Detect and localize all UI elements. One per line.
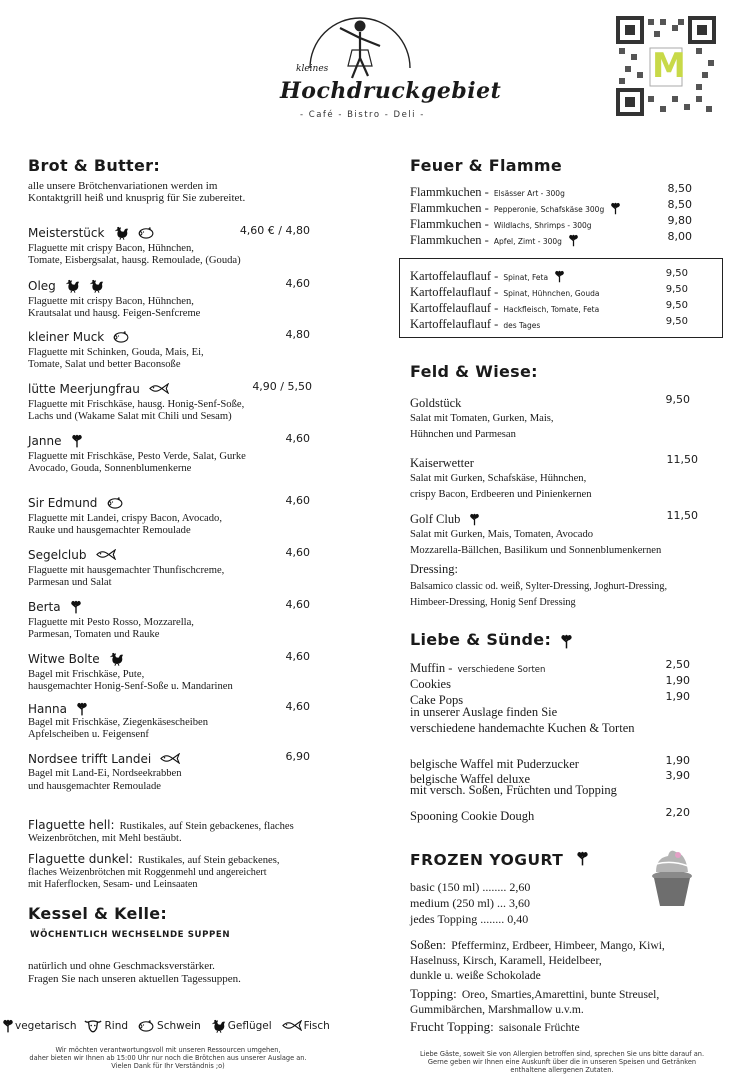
item-price: 9,50 <box>665 393 690 406</box>
item-price: 11,50 <box>666 509 698 522</box>
qr-code[interactable] <box>616 16 716 116</box>
legend-rind: Rind <box>104 1019 129 1032</box>
item-desc: Avocado, Gouda, Sonnenblumenkerne <box>28 463 192 474</box>
item-price: 6,90 <box>285 750 310 763</box>
flaguette-hell <box>28 814 328 845</box>
item-desc: Salat mit Tomaten, Gurken, Mais, <box>410 413 554 424</box>
item-name: Muffin - <box>410 661 453 675</box>
vegetarisch-icon <box>2 1018 14 1033</box>
flaguette-hell-desc: Rustikales, auf Stein gebackenes, flaches <box>119 821 294 832</box>
sossen-text: Haselnuss, Kirsch, Karamell, Heidelbeer, <box>410 954 602 967</box>
flaguette-dunkel-label: Flaguette dunkel: <box>28 852 133 866</box>
sossen-text: Pfefferminz, Erdbeer, Himbeer, Mango, Kiwi, <box>451 939 665 952</box>
item-name: Goldstück <box>410 396 462 410</box>
item-price: 4,60 <box>285 546 310 559</box>
item-desc: Flaguette mit Pesto Rosso, Mozzarella, <box>28 617 194 628</box>
menu-item <box>28 430 310 475</box>
frucht-label: Frucht Topping: <box>410 1019 494 1034</box>
item-desc: Mozzarella-Bällchen, Basilikum und Sonnenblumenkernen <box>410 545 662 556</box>
item-desc: Flaguette mit crispy Bacon, Hühnchen, <box>28 296 194 307</box>
menu-item <box>410 508 698 559</box>
item-desc: Flaguette mit crispy Bacon, Hühnchen, <box>28 243 194 254</box>
item-price: 4,60 <box>285 700 310 713</box>
brot-intro-1: alle unsere Brötchenvariationen werden im <box>28 180 218 192</box>
schwein-icon <box>113 331 130 343</box>
item-desc: Apfelscheiben u. Feigensenf <box>28 729 149 740</box>
item-desc: Tomate, Salat und better Baconsoße <box>28 359 181 370</box>
section-title-feld: Feld & Wiese: <box>410 362 538 381</box>
item-variant: Apfel, Zimt - 300g <box>493 237 562 246</box>
item-name: Flammkuchen - <box>410 201 489 215</box>
item-name: Cake Pops <box>410 693 464 707</box>
item-name: Berta <box>28 600 61 614</box>
item-desc: crispy Bacon, Erdbeeren und Pinienkernen <box>410 489 592 500</box>
item-name: Oleg <box>28 279 56 293</box>
item-desc: Parmesan, Tomaten und Rauke <box>28 629 160 640</box>
item-price: 4,60 <box>285 598 310 611</box>
item-desc: Flaguette mit Landei, crispy Bacon, Avocado, <box>28 513 222 524</box>
dressing-text: Balsamico classic od. weiß, Sylter-Dressing, Joghurt-Dressing, <box>410 581 667 592</box>
item-desc: Flaguette mit hausgemachter Thunfischcreme, <box>28 565 225 576</box>
menu-item <box>28 326 310 371</box>
item-desc: Salat mit Gurken, Schafskäse, Hühnchen, <box>410 473 587 484</box>
footer-left-line: Wir möchten verantwortungsvoll mit unseren Ressourcen umgehen, <box>55 1046 281 1054</box>
frozen-medium: medium (250 ml) ... 3,60 <box>410 896 530 910</box>
item-desc: Bagel mit Land-Ei, Nordseekrabben <box>28 768 182 779</box>
menu-item <box>28 275 310 320</box>
item-name: kleiner Muck <box>28 330 105 344</box>
menu-item <box>410 452 698 503</box>
gefluegel-icon <box>89 279 104 293</box>
vegetarisch-icon <box>576 850 589 866</box>
flaguette-dunkel-desc: Rustikales, auf Stein gebackenes, <box>138 855 280 866</box>
flaguette-hell-label: Flaguette hell: <box>28 818 115 832</box>
item-price: 4,60 <box>285 650 310 663</box>
footer-right <box>372 1050 752 1074</box>
schwein-icon <box>138 227 155 239</box>
rind-icon <box>84 1018 102 1033</box>
gefluegel-icon <box>211 1019 226 1033</box>
dressing-label: Dressing: <box>410 562 458 576</box>
item-price: 8,50 <box>667 198 692 211</box>
item-price: 9,80 <box>667 214 692 227</box>
logo <box>270 6 502 124</box>
item-name: Kartoffelauflauf - <box>410 285 499 299</box>
legend <box>2 1018 362 1033</box>
item-desc: Bagel mit Frischkäse, Ziegenkäsescheiben <box>28 717 209 728</box>
item-variant: Pepperonie, Schafskäse 300g <box>493 205 605 214</box>
sossen-text: dunkle u. weiße Schokolade <box>410 969 541 982</box>
kessel-text-2: Fragen Sie nach unseren aktuellen Tagessuppen. <box>28 973 241 985</box>
item-desc: Lachs und (Wakame Salat mit Chili und Sesam) <box>28 411 232 422</box>
item-desc: Flaguette mit Frischkäse, Pesto Verde, Salat, Gurke <box>28 451 246 462</box>
footer-right-line: enthaltene allergenen Zutaten. <box>510 1066 614 1074</box>
section-title-liebe: Liebe & Sünde: <box>410 630 552 649</box>
item-price: 9,50 <box>665 300 688 311</box>
item-price: 4,60 <box>285 494 310 507</box>
item-price: 1,90 <box>665 690 690 703</box>
frozen-frucht <box>410 1016 750 1035</box>
menu-item <box>28 222 310 267</box>
item-name: Spooning Cookie Dough <box>410 809 535 823</box>
qr-letter: M <box>652 46 686 86</box>
legend-fisch: Fisch <box>303 1019 330 1032</box>
menu-item <box>28 544 310 589</box>
menu-item <box>410 229 692 248</box>
footer-left <box>0 1046 336 1070</box>
item-desc: und hausgemachter Remoulade <box>28 781 161 792</box>
item-price: 2,50 <box>665 658 690 671</box>
item-name: Flammkuchen - <box>410 233 489 247</box>
vegetarisch-icon <box>568 233 579 247</box>
topping-text: Oreo, Smarties,Amarettini, bunte Streusel, <box>461 988 660 1001</box>
vegetarisch-icon <box>70 599 82 614</box>
item-name: Janne <box>28 434 62 448</box>
section-title-frozen: FROZEN YOGURT <box>410 851 564 869</box>
logo-subtitle: - Café - Bistro - Deli - <box>300 110 425 120</box>
vegetarisch-icon <box>76 701 88 716</box>
legend-schwein: Schwein <box>157 1019 201 1032</box>
frozen-yogurt-icon <box>646 844 698 908</box>
menu-item <box>28 596 310 641</box>
fisch-icon <box>96 549 116 560</box>
fisch-icon <box>160 753 180 764</box>
auslage-text: verschiedene handemachte Kuchen & Torten <box>410 721 635 735</box>
item-name: Hanna <box>28 702 67 716</box>
item-name: Witwe Bolte <box>28 652 100 666</box>
kessel-subtitle: WÖCHENTLICH WECHSELNDE SUPPEN <box>30 930 231 940</box>
menu-item <box>28 378 312 423</box>
item-variant: Hackfleisch, Tomate, Feta <box>503 305 600 314</box>
item-name: lütte Meerjungfrau <box>28 382 140 396</box>
section-title-frozen-wrap <box>410 850 589 869</box>
item-price: 11,50 <box>666 453 698 466</box>
item-name: Sir Edmund <box>28 496 98 510</box>
menu-item <box>28 648 310 693</box>
item-name: Nordsee trifft Landei <box>28 752 152 766</box>
footer-right-line: Liebe Gäste, soweit Sie von Allergien betroffen sind, sprechen Sie uns bitte darauf an. <box>419 1050 705 1058</box>
item-name: Cookies <box>410 677 451 691</box>
item-name: Kartoffelauflauf - <box>410 269 499 283</box>
logo-small-text: kleines <box>296 64 329 74</box>
gefluegel-icon <box>114 226 129 240</box>
sossen-label: Soßen: <box>410 937 447 952</box>
frucht-text: saisonale Früchte <box>498 1021 580 1034</box>
schwein-icon <box>107 497 124 509</box>
item-desc: Rauke und hausgemachter Remoulade <box>28 525 191 536</box>
logo-emblem-icon <box>270 6 450 86</box>
frozen-sossen <box>410 934 750 983</box>
item-name: Golf Club <box>410 512 461 526</box>
flaguette-dunkel-desc: flaches Weizenbrötchen mit Roggenmehl und angereichert <box>28 867 267 878</box>
item-desc: Salat mit Gurken, Mais, Tomaten, Avocado <box>410 529 594 540</box>
item-price: 3,90 <box>665 769 690 782</box>
brot-intro-2: Kontaktgrill heiß und knusprig für Sie zubereitet. <box>28 192 246 204</box>
logo-title: Hochdruckgebiet <box>280 78 502 104</box>
schwein-icon <box>138 1020 155 1032</box>
dressing-text: Himbeer-Dressing, Honig Senf Dressing <box>410 597 576 608</box>
menu-item <box>410 392 690 443</box>
gefluegel-icon <box>65 279 80 293</box>
item-price: 4,90 / 5,50 <box>252 380 312 393</box>
item-name: Kartoffelauflauf - <box>410 301 499 315</box>
item-desc: Bagel mit Frischkäse, Pute, <box>28 669 145 680</box>
item-price: 4,80 <box>285 328 310 341</box>
item-name: Kartoffelauflauf - <box>410 317 499 331</box>
item-name: belgische Waffel deluxe <box>410 772 531 786</box>
legend-veg: vegetarisch <box>15 1019 77 1032</box>
flaguette-dunkel-desc: mit Haferflocken, Sesam- und Leinsaaten <box>28 879 198 890</box>
item-variant: Elsässer Art - 300g <box>493 189 565 198</box>
item-name: Meisterstück <box>28 226 105 240</box>
item-desc: hausgemachter Honig-Senf-Soße u. Mandarinen <box>28 681 233 692</box>
item-variant: des Tages <box>503 321 541 330</box>
item-desc: Flaguette mit Frischkäse, hausg. Honig-Senf-Soße, <box>28 399 245 410</box>
item-name: belgische Waffel mit Puderzucker <box>410 757 579 771</box>
menu-item <box>28 748 310 793</box>
item-desc: Tomate, Eisbergsalat, hausg. Remoulade, (Gouda) <box>28 255 241 266</box>
topping-text: Gummibärchen, Marshmallow u.v.m. <box>410 1003 584 1016</box>
item-price: 2,20 <box>665 806 690 819</box>
item-price: 9,50 <box>665 268 688 279</box>
fisch-icon <box>149 383 169 394</box>
vegetarisch-icon <box>560 633 573 649</box>
item-price: 4,60 € / 4,80 <box>239 224 310 237</box>
item-price: 4,60 <box>285 432 310 445</box>
menu-item <box>28 492 310 537</box>
kessel-text-1: natürlich und ohne Geschmacksverstärker. <box>28 960 215 972</box>
footer-right-line: Gerne geben wir Ihnen eine Auskunft über die in unseren Speisen und Getränken <box>427 1058 697 1066</box>
menu-item <box>410 805 690 824</box>
item-name: Flammkuchen - <box>410 185 489 199</box>
menu-item <box>410 313 688 332</box>
item-name: Flammkuchen - <box>410 217 489 231</box>
item-name: Kaiserwetter <box>410 456 474 470</box>
item-price: 1,90 <box>665 754 690 767</box>
footer-left-line: daher bieten wir Ihnen ab 15:00 Uhr nur noch die Brötchen aus unserer Auslage an. <box>29 1054 307 1062</box>
waffel-desc: mit versch. Soßen, Früchten und Topping <box>410 783 617 797</box>
section-title-brot: Brot & Butter: <box>28 156 161 175</box>
flaguette-dunkel <box>28 848 328 891</box>
flaguette-hell-desc: Weizenbrötchen, mit Mehl bestäubt. <box>28 833 182 844</box>
item-variant: Spinat, Hühnchen, Gouda <box>503 289 600 298</box>
item-price: 8,50 <box>667 182 692 195</box>
item-price: 9,50 <box>665 284 688 295</box>
item-price: 9,50 <box>665 316 688 327</box>
item-desc: Flaguette mit Schinken, Gouda, Mais, Ei, <box>28 347 204 358</box>
section-title-kessel: Kessel & Kelle: <box>28 904 168 923</box>
frozen-topping: jedes Topping ........ 0,40 <box>410 912 529 926</box>
legend-gefluegel: Geflügel <box>227 1019 272 1032</box>
vegetarisch-icon <box>71 433 83 448</box>
item-price: 1,90 <box>665 674 690 687</box>
item-desc: Hühnchen und Parmesan <box>410 429 516 440</box>
fisch-icon <box>282 1020 302 1031</box>
item-variant: Wildlachs, Shrimps - 300g <box>493 221 592 230</box>
topping-label: Topping: <box>410 986 457 1001</box>
item-desc: Krautsalat und hausg. Feigen-Senfcreme <box>28 308 201 319</box>
item-variant: Spinat, Feta <box>503 273 549 282</box>
footer-left-line: Vielen Dank für Ihr Verständnis ;o) <box>111 1062 225 1070</box>
item-price: 8,00 <box>667 230 692 243</box>
frozen-basic: basic (150 ml) ........ 2,60 <box>410 880 531 894</box>
vegetarisch-icon <box>469 512 480 526</box>
item-desc: Parmesan und Salat <box>28 577 112 588</box>
section-title-feuer: Feuer & Flamme <box>410 156 562 175</box>
item-variant: verschiedene Sorten <box>457 665 546 675</box>
gefluegel-icon <box>109 652 124 666</box>
item-price: 4,60 <box>285 277 310 290</box>
menu-item <box>28 698 310 741</box>
section-title-liebe-wrap <box>410 630 573 649</box>
auslage-text: in unserer Auslage finden Sie <box>410 705 558 719</box>
item-name: Segelclub <box>28 548 87 562</box>
frozen-topping-list <box>410 983 750 1018</box>
